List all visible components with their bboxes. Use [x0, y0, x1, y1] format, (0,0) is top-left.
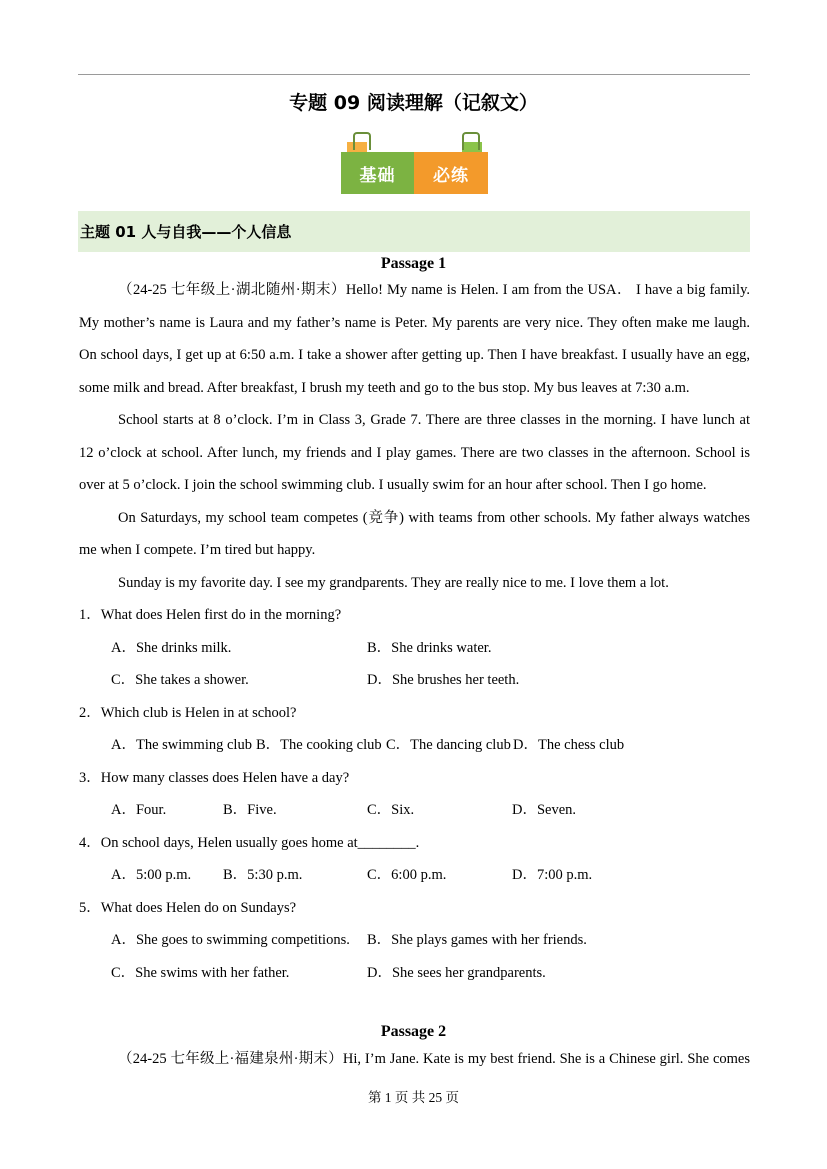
answer-blank: ________: [357, 835, 416, 851]
question-3-option-c: C．Six.: [367, 802, 415, 818]
page-footer: 第 1 页 共 25 页: [367, 1090, 460, 1105]
passage-line: （24-25 七年级上·湖北随州·期末）Hello! My name is Helen. I am from the USA． I have a big family.: [118, 282, 750, 298]
question-5-option-b: B．She plays games with her friends.: [367, 932, 587, 948]
passage-line: Sunday is my favorite day. I see my grandparents. They are really nice to me. I love them a lot.: [118, 575, 669, 591]
page-title: 专题 09 阅读理解（记叙文）: [289, 92, 538, 114]
passage-line: some milk and bread. After breakfast, I brush my teeth and go to the bus stop. My bus leaves at 7:30 a.m.: [79, 380, 690, 396]
question-5-option-a: A．She goes to swimming competitions.: [111, 932, 350, 948]
question-2-stem: 2．Which club is Helen in at school?: [79, 705, 297, 721]
passage-line: （24-25 七年级上·福建泉州·期末）Hi, I’m Jane. Kate is my best friend. She is a Chinese girl. She comes: [118, 1051, 750, 1067]
clip-icon: [462, 132, 480, 150]
passage-line: me when I compete. I’m tired but happy.: [79, 542, 316, 558]
question-1-option-d: D．She brushes her teeth.: [367, 672, 520, 688]
question-1-stem: 1．What does Helen first do in the morning?: [79, 607, 342, 623]
question-5-option-d: D．She sees her grandparents.: [367, 965, 546, 981]
question-4-option-c: C．6:00 p.m.: [367, 867, 447, 883]
passage-line: School starts at 8 o’clock. I’m in Class 3, Grade 7. There are three classes in the morning. I have lunch at: [118, 412, 750, 428]
question-4-option-d: D．7:00 p.m.: [512, 867, 593, 883]
passage-1-title: Passage 1: [380, 255, 447, 272]
question-3-option-d: D．Seven.: [512, 802, 577, 818]
question-2-option-a: A．The swimming club: [111, 737, 252, 753]
clip-icon: [353, 132, 371, 150]
question-1-option-b: B．She drinks water.: [367, 640, 492, 656]
question-1-option-c: C．She takes a shower.: [111, 672, 249, 688]
topic-label: 主题 01 人与自我——个人信息: [80, 223, 292, 241]
header-rule: [78, 74, 750, 75]
passage-line: On school days, I get up at 6:50 a.m. I take a shower after getting up. Then I have breakfast. I usually have an egg,: [79, 347, 750, 363]
question-2-option-d: D．The chess club: [513, 737, 625, 753]
question-4-option-b: B．5:30 p.m.: [223, 867, 303, 883]
question-3-option-b: B．Five.: [223, 802, 277, 818]
question-1-option-a: A．She drinks milk.: [111, 640, 232, 656]
question-2-option-c: C．The dancing club: [386, 737, 511, 753]
question-4-option-a: A．5:00 p.m.: [111, 867, 192, 883]
question-2-option-b: B．The cooking club: [256, 737, 382, 753]
passage-line: 12 o’clock at school. After lunch, my friends and I play games. There are two classes in the afternoon. School is: [79, 445, 750, 461]
level-badge: [341, 132, 488, 194]
topic-heading: [78, 211, 750, 252]
question-3-stem: 3．How many classes does Helen have a day?: [79, 770, 350, 786]
badge-label-practice: 必练: [414, 152, 488, 194]
passage-line: My mother’s name is Laura and my father’s name is Peter. My parents are very nice. They often make me laugh.: [79, 315, 750, 331]
passage-line: over at 5 o’clock. I join the school swimming club. I usually swim for an hour after school. Then I go home.: [79, 477, 707, 493]
passage-line: On Saturdays, my school team competes (竞争) with teams from other schools. My father always watches: [118, 510, 750, 526]
question-4-end: .: [415, 835, 420, 851]
question-3-option-a: A．Four.: [111, 802, 167, 818]
question-4-stem: [79, 833, 750, 853]
badge-label-basic: 基础: [341, 152, 414, 194]
question-4-text: 4．On school days, Helen usually goes home at: [79, 835, 358, 851]
passage-2-title: Passage 2: [380, 1023, 447, 1040]
question-5-option-c: C．She swims with her father.: [111, 965, 290, 981]
question-5-stem: 5．What does Helen do on Sundays?: [79, 900, 297, 916]
